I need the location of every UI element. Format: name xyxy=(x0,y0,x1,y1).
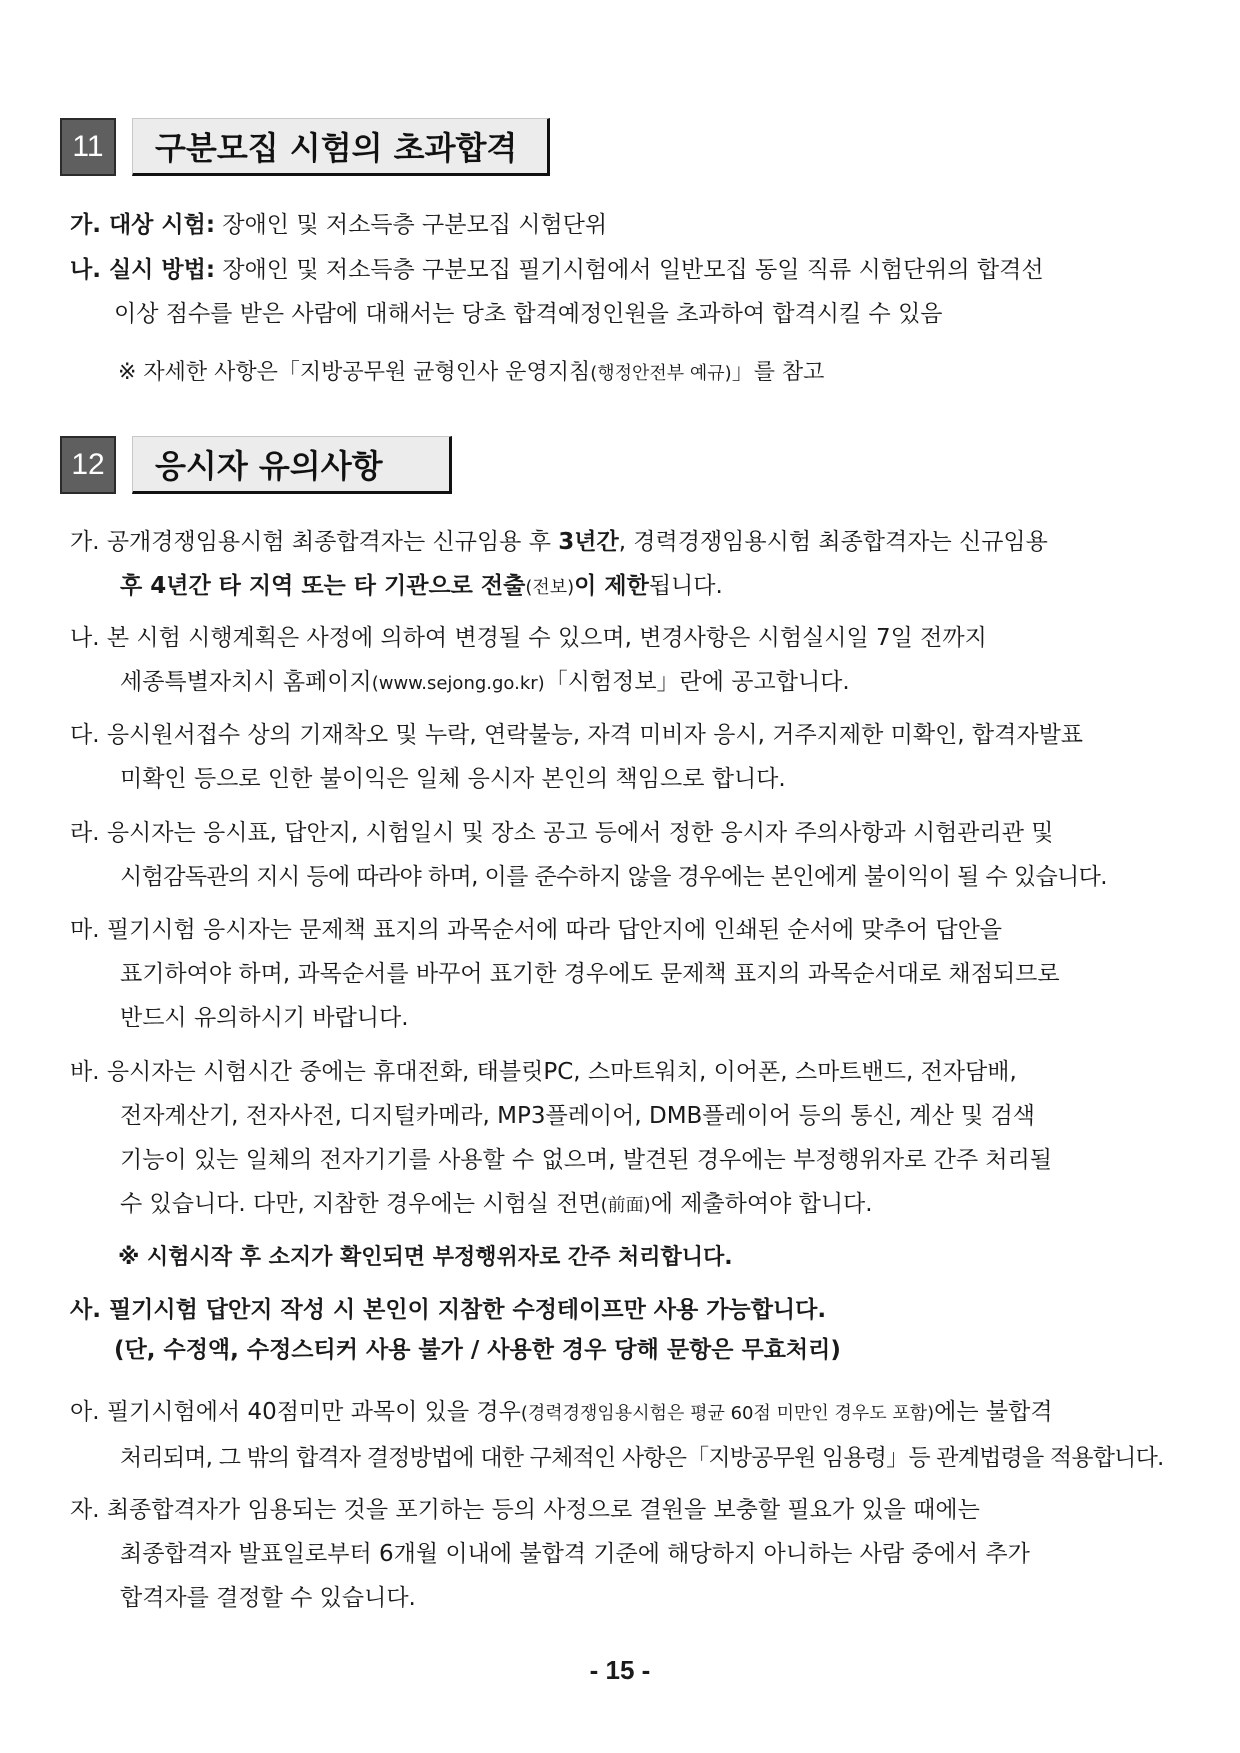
section-11-item-a xyxy=(70,203,1185,247)
section-12-title: 응시자 유의사항 xyxy=(132,436,452,494)
section-12-item-ra: 라. 응시자는 응시표, 답안지, 시험일시 및 장소 공고 등에서 정한 응시자 주의사항과 시험관리관 및 시험감독관의 지시 등에 따라야 하며, 이를 준수하지 않을 경우에는 본인에게 불이익이 될 수 있습니다. xyxy=(70,820,1108,890)
section-12-item-a: 아. 필기시험에서 40점미만 과목이 있을 경우(경력경쟁임용시험은 평균 60점 미만인 경우도 포함)에는 불합격 처리되며, 그 밖의 합격자 결정방법에 대한 구체적인 사항은「지방공무원 임용령」등 관계법령을 적용합니다. xyxy=(70,1399,1164,1471)
section-12-item-ga: 가. 공개경쟁임용시험 최종합격자는 신규임용 후 3년간, 경력경쟁임용시험 최종합격자는 신규임용 후 4년간 타 지역 또는 타 기관으로 전출(전보)이 제한됩니다. xyxy=(70,529,1048,599)
item-b-label: 나. 실시 방법: xyxy=(70,257,216,283)
section-12-item-na: 나. 본 시험 시행계획은 사정에 의하여 변경될 수 있으며, 변경사항은 시험실시일 7일 전까지 세종특별자치시 홈페이지(www.sejong.go.kr)「시험정보」란에 공고합니다. xyxy=(70,625,987,695)
page-number: - 15 - xyxy=(589,1655,651,1685)
section-12-item-ja: 자. 최종합격자가 임용되는 것을 포기하는 등의 사정으로 결원을 보충할 필요가 있을 때에는 최종합격자 발표일로부터 6개월 이내에 불합격 기준에 해당하지 아니하는 사람 중에서 추가 합격자를 결정할 수 있습니다. xyxy=(70,1497,1030,1611)
section-12-item-ma: 마. 필기시험 응시자는 문제책 표지의 과목순서에 따라 답안지에 인쇄된 순서에 맞추어 답안을 표기하여야 하며, 과목순서를 바꾸어 표기한 경우에도 문제책 표지의 과목순서대로 채점되므로 반드시 유의하시기 바랍니다. xyxy=(70,917,1060,1031)
section-12-item-ba: 바. 응시자는 시험시간 중에는 휴대전화, 태블릿PC, 스마트워치, 이어폰, 스마트밴드, 전자담배, 전자계산기, 전자사전, 디지털카메라, MP3플레이어, DMB플레이어 등의 통신, 계산 및 검색 기능이 있는 일체의 전자기기를 사용할 수 없으며, 발견된 경우에는 부정행위자로 간주 처리될 수 있습니다. 다만, 지참한 경우에는 시험실 전면(前面)에 제출하여야 합니다. xyxy=(70,1059,1053,1217)
section-12-item-da: 다. 응시원서접수 상의 기재착오 및 누락, 연락불능, 자격 미비자 응시, 거주지제한 미확인, 합격자발표 미확인 등으로 인한 불이익은 일체 응시자 본인의 책임으로 합니다. xyxy=(70,722,1084,792)
section-11-number: 11 xyxy=(60,118,116,176)
section-11-note: ※ 자세한 사항은「지방공무원 균형인사 운영지침(행정안전부 예규)」를 참고 xyxy=(118,360,825,385)
section-12-item-sa: 사. 필기시험 답안지 작성 시 본인이 지참한 수정테이프만 사용 가능합니다. (단, 수정액, 수정스티커 사용 불가 / 사용한 경우 당해 문항은 무효처리) xyxy=(70,1297,841,1363)
item-b-text-2: 이상 점수를 받은 사람에 대해서는 당초 합격예정인원을 초과하여 합격시킬 수 있음 xyxy=(114,301,943,327)
item-a-text: 장애인 및 저소득층 구분모집 시험단위 xyxy=(215,212,608,238)
section-12-number: 12 xyxy=(60,436,116,494)
section-12-ba-note: ※ 시험시작 후 소지가 확인되면 부정행위자로 간주 처리합니다. xyxy=(118,1245,733,1270)
section-11-item-b xyxy=(70,248,1185,336)
section-11-title: 구분모집 시험의 초과합격 xyxy=(132,118,550,176)
item-b-text: 장애인 및 저소득층 구분모집 필기시험에서 일반모집 동일 직류 시험단위의 합격선 xyxy=(215,257,1044,283)
item-a-label: 가. 대상 시험: xyxy=(70,212,216,238)
